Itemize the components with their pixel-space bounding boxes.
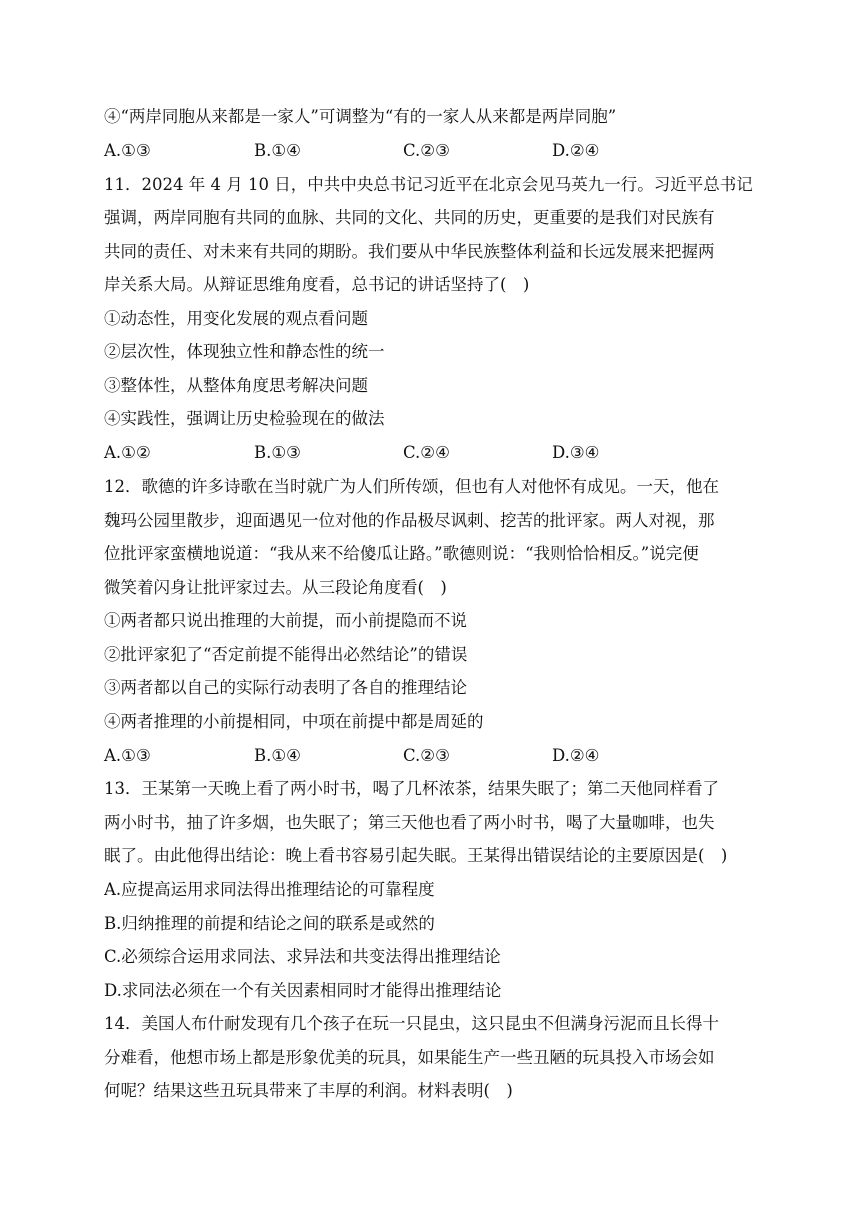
q13-choice-d: D.求同法必须在一个有关因素相同时才能得出推理结论	[104, 981, 502, 1000]
q11-stem-line-2: 强调，两岸同胞有共同的血脉、共同的文化、共同的历史，更重要的是我们对民族有	[104, 208, 715, 227]
q13-stem-line-2: 两小时书，抽了许多烟，也失眠了；第三天他也看了两小时书，喝了大量咖啡，也失	[104, 813, 715, 832]
q14-stem-line-1: 14．美国人布什耐发现有几个孩子在玩一只昆虫，这只昆虫不但满身污泥而且长得十	[104, 1014, 719, 1033]
q13-choice-a: A.应提高运用求同法得出推理结论的可靠程度	[104, 880, 435, 899]
q10-option-c: C.②③	[403, 141, 450, 160]
q13-choice-c: C.必须综合运用求同法、求异法和共变法得出推理结论	[104, 947, 501, 966]
q10-statement-4: ④“两岸同胞从来都是一家人”可调整为“有的一家人从来都是两岸同胞”	[104, 107, 617, 126]
q11-statement-1: ①动态性，用变化发展的观点看问题	[104, 309, 368, 328]
q12-option-d: D.②④	[552, 746, 600, 765]
q11-option-c: C.②④	[403, 443, 450, 462]
q11-statement-2: ②层次性，体现独立性和静态性的统一	[104, 342, 385, 361]
q11-stem-line-4: 岸关系大局。从辩证思维角度看，总书记的讲话坚持了( )	[104, 275, 530, 294]
q11-stem-line-1: 11．2024 年 4 月 10 日，中共中央总书记习近平在北京会见马英九一行。习近平总书记	[104, 175, 753, 194]
q12-option-a: A.①③	[104, 746, 151, 765]
q14-stem-line-3: 何呢？结果这些丑玩具带来了丰厚的利润。材料表明( )	[104, 1081, 513, 1100]
q10-option-b: B.①④	[254, 141, 301, 160]
q12-option-c: C.②③	[403, 746, 450, 765]
q11-option-b: B.①③	[254, 443, 301, 462]
q10-options	[104, 140, 784, 162]
q10-option-d: D.②④	[552, 141, 600, 160]
q13-stem-line-1: 13．王某第一天晚上看了两小时书，喝了几杯浓茶，结果失眠了；第二天他同样看了	[104, 779, 719, 798]
q11-statement-4: ④实践性，强调让历史检验现在的做法	[104, 409, 385, 428]
q13-stem-line-3: 眠了。由此他得出结论：晚上看书容易引起失眠。王某得出错误结论的主要原因是( )	[104, 846, 728, 865]
q12-statement-1: ①两者都只说出推理的大前提，而小前提隐而不说	[104, 611, 467, 630]
q12-stem-line-1: 12．歌德的许多诗歌在当时就广为人们所传颂，但也有人对他怀有成见。一天，他在	[104, 477, 719, 496]
q12-option-b: B.①④	[254, 746, 301, 765]
q11-statement-3: ③整体性，从整体角度思考解决问题	[104, 376, 368, 395]
q11-stem-line-3: 共同的责任、对未来有共同的期盼。我们要从中华民族整体利益和长远发展来把握两	[104, 242, 715, 261]
q13-choice-b: B.归纳推理的前提和结论之间的联系是或然的	[104, 914, 435, 933]
q11-option-d: D.③④	[552, 443, 600, 462]
q12-stem-line-3: 位批评家蛮横地说道：“我从来不给傻瓜让路。”歌德则说：“我则恰恰相反。”说完便	[104, 544, 699, 563]
q14-stem-line-2: 分难看，他想市场上都是形象优美的玩具，如果能生产一些丑陋的玩具投入市场会如	[104, 1048, 715, 1067]
q12-statement-2: ②批评家犯了“否定前提不能得出必然结论”的错误	[104, 645, 468, 664]
q12-statement-4: ④两者推理的小前提相同，中项在前提中都是周延的	[104, 712, 484, 731]
q12-statement-3: ③两者都以自己的实际行动表明了各自的推理结论	[104, 678, 467, 697]
q11-options	[104, 442, 784, 464]
q12-options	[104, 745, 784, 767]
q11-option-a: A.①②	[104, 443, 151, 462]
q10-option-a: A.①③	[104, 141, 151, 160]
q12-stem-line-2: 魏玛公园里散步，迎面遇见一位对他的作品极尽讽刺、挖苦的批评家。两人对视，那	[104, 511, 715, 530]
q12-stem-line-4: 微笑着闪身让批评家过去。从三段论角度看( )	[104, 578, 447, 597]
